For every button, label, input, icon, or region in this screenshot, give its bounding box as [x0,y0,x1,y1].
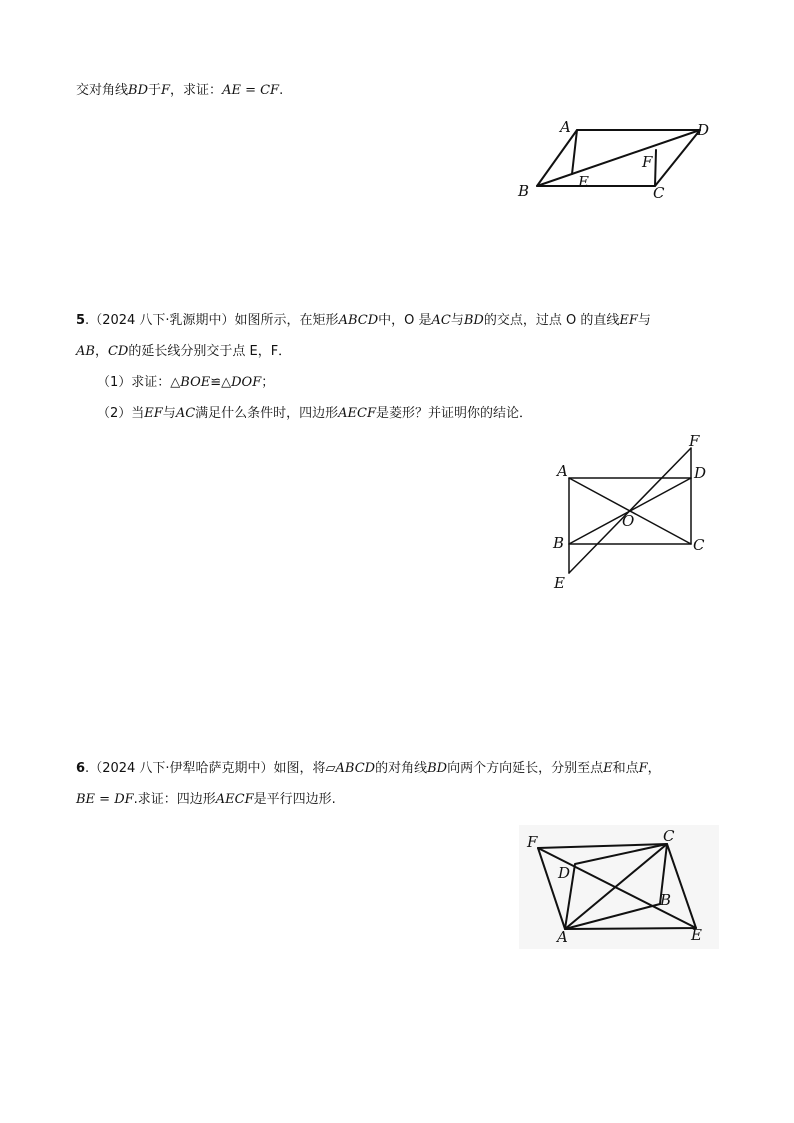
fig5-label-d: D [694,464,707,482]
fig4-label-b: B [518,182,530,200]
fig4-segment-cf [655,150,656,186]
p6-line-2 [76,791,336,809]
p5-q2-aecf: AECF [338,406,377,421]
p5-q1-boe: BOE [180,375,211,390]
fig4-label-f: F [642,153,653,171]
p5-question-1 [97,374,274,392]
p5-source: （2024 八下·乳源期中） [89,313,235,328]
p5-abcd: ABCD [338,313,379,328]
p5-comma: ， [94,344,108,359]
fig5-label-e: E [554,574,565,592]
p5-q2-ac: AC [175,406,196,421]
p6-text-1: 如图，将▱ [273,761,336,776]
fig4-label-a: A [560,118,571,136]
fig4-label-d: D [697,121,710,139]
fig6-label-b: B [660,891,672,909]
p5-dot: . [85,313,90,328]
p6-number: 6 [76,761,86,776]
figure-4-parallelogram [510,112,730,207]
figure-5-rectangle [548,428,728,593]
p5-ab: AB [76,344,95,359]
p5-text-1: 如图所示，在矩形 [234,313,339,328]
fig4-label-c: C [653,184,665,202]
p6-text-2: 的对角线 [375,761,428,776]
fig5-label-b: B [553,534,565,552]
p4-text-3: ，求证： [170,83,223,98]
figure-6-parallelograms [519,825,719,949]
p5-q2-ef: EF [144,406,163,421]
fig5-label-a: A [557,462,568,480]
fig4-label-e: E [578,173,589,191]
p5-q1-text-1: （1）求证：△ [97,375,181,390]
p5-q2-text-2: 与 [162,406,176,421]
p5-ef: EF [619,313,638,328]
fig6-label-c: C [663,827,675,845]
p6-text-4: 和点 [612,761,639,776]
p4-text-4: . [279,83,284,98]
fig4-diagonal-bd [537,130,700,186]
p5-cd: CD [107,344,129,359]
p6-line-1 [76,760,661,778]
p4-text-1: 交对角线 [76,83,129,98]
p5-question-2 [97,405,532,423]
p5-q1-text-2: ≌△ [210,375,232,390]
p4-f: F [161,83,171,98]
p5-q2-text-4: 是菱形？并证明你的结论． [376,406,533,421]
fig5-label-o: O [622,512,635,530]
p5-q1-dof: DOF [231,375,262,390]
p4-text-2: 于 [148,83,162,98]
p5-ac: AC [431,313,451,328]
p6-aecf: AECF [215,792,254,807]
p6-equation: BE = DF [76,792,134,807]
fig6-label-f: F [527,833,538,851]
p6-line-2-text-1: .求证：四边形 [133,792,216,807]
p6-line-2-text-2: 是平行四边形. [253,792,336,807]
fig6-label-a: A [557,928,568,946]
p4-statement [76,82,283,100]
p6-text-5: ， [647,761,661,776]
p5-line-2-text: 的延长线分别交于点 E，F． [128,344,292,359]
p5-text-4: 的交点，过点 O 的直线 [483,313,620,328]
fig6-label-d: D [558,864,571,882]
p6-bd: BD [427,761,448,776]
p5-q1-text-3: ； [261,375,275,390]
p5-text-2: 中，O 是 [378,313,432,328]
p6-text-3: 向两个方向延长，分别至点 [447,761,604,776]
fig6-label-e: E [691,926,702,944]
p5-number: 5 [76,313,86,328]
p5-text-5: 与 [637,313,651,328]
p4-bd: BD [128,83,148,98]
p6-dot: . [85,761,90,776]
p5-bd: BD [463,313,484,328]
p6-f: F [638,761,648,776]
fig5-label-c: C [693,536,705,554]
p5-line-1 [76,312,651,330]
p6-abcd: ABCD [335,761,376,776]
p5-q2-text-1: （2）当 [97,406,145,421]
p5-q2-text-3: 满足什么条件时，四边形 [195,406,339,421]
p4-equation: AE = CF [222,83,280,98]
fig5-line-ef [569,448,691,573]
p5-line-2 [76,343,291,361]
p5-text-3: 与 [450,313,464,328]
p6-e: E [603,761,613,776]
fig5-label-f: F [689,432,700,450]
p6-source: （2024 八下·伊犁哈萨克期中） [89,761,274,776]
